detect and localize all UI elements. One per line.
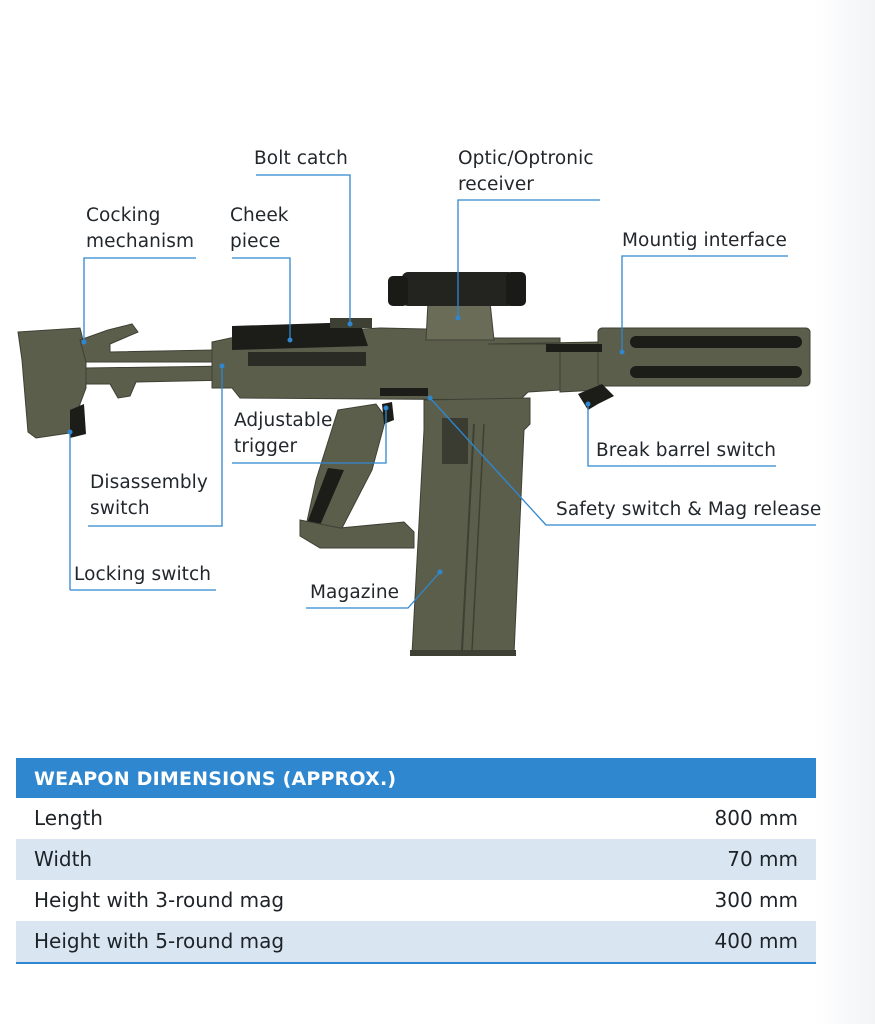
row-name: Length — [34, 806, 103, 830]
mag-floor — [410, 650, 516, 656]
row-value: 70 mm — [727, 847, 798, 871]
stock-upper-arm — [80, 324, 214, 362]
table-bottom-rule — [16, 962, 816, 964]
cheek-slot — [248, 352, 366, 366]
label-locking-switch: Locking switch — [74, 564, 212, 585]
label-disassembly-switch: Disassembly switch — [90, 472, 208, 519]
label-adjustable-trigger: Adjustable trigger — [234, 410, 333, 457]
leader-cocking — [84, 258, 196, 342]
stock-toe — [70, 404, 86, 438]
handguard-slot-top — [630, 336, 802, 348]
weapon — [18, 272, 810, 656]
table-row — [16, 880, 816, 921]
label-magazine: Magazine — [310, 582, 400, 603]
row-name: Height with 3-round mag — [34, 888, 285, 912]
trigger-guard — [300, 520, 414, 548]
label-cheek-piece: Cheek piece — [230, 205, 289, 252]
row-value: 300 mm — [714, 888, 798, 912]
row-name: Height with 5-round mag — [34, 929, 285, 953]
table-row — [16, 798, 816, 839]
label-bolt-catch: Bolt catch — [254, 148, 348, 169]
label-cocking-mechanism: Cocking mechanism — [86, 205, 195, 252]
magazine — [412, 398, 530, 654]
front-block — [546, 344, 602, 352]
optic-front — [388, 276, 408, 306]
optic-rear — [506, 272, 526, 306]
table-row — [16, 839, 816, 880]
label-safety-switch: Safety switch & Mag release — [556, 499, 822, 520]
row-name: Width — [34, 847, 93, 871]
label-mounting-interface: Mountig interface — [622, 230, 787, 251]
dimensions-table-title: WEAPON DIMENSIONS (APPROX.) — [16, 758, 816, 798]
row-value: 400 mm — [714, 929, 798, 953]
table-row — [16, 921, 816, 962]
label-break-barrel-switch: Break barrel switch — [596, 440, 777, 461]
trigger — [382, 402, 394, 424]
handguard-slot-bottom — [630, 366, 802, 378]
label-optic-receiver: Optic/Optronic receiver — [458, 148, 594, 195]
row-value: 800 mm — [714, 806, 798, 830]
dimensions-table — [16, 758, 816, 964]
optic-mount — [426, 302, 494, 340]
stock-lower-arm — [86, 366, 232, 398]
safety-part — [380, 388, 428, 396]
